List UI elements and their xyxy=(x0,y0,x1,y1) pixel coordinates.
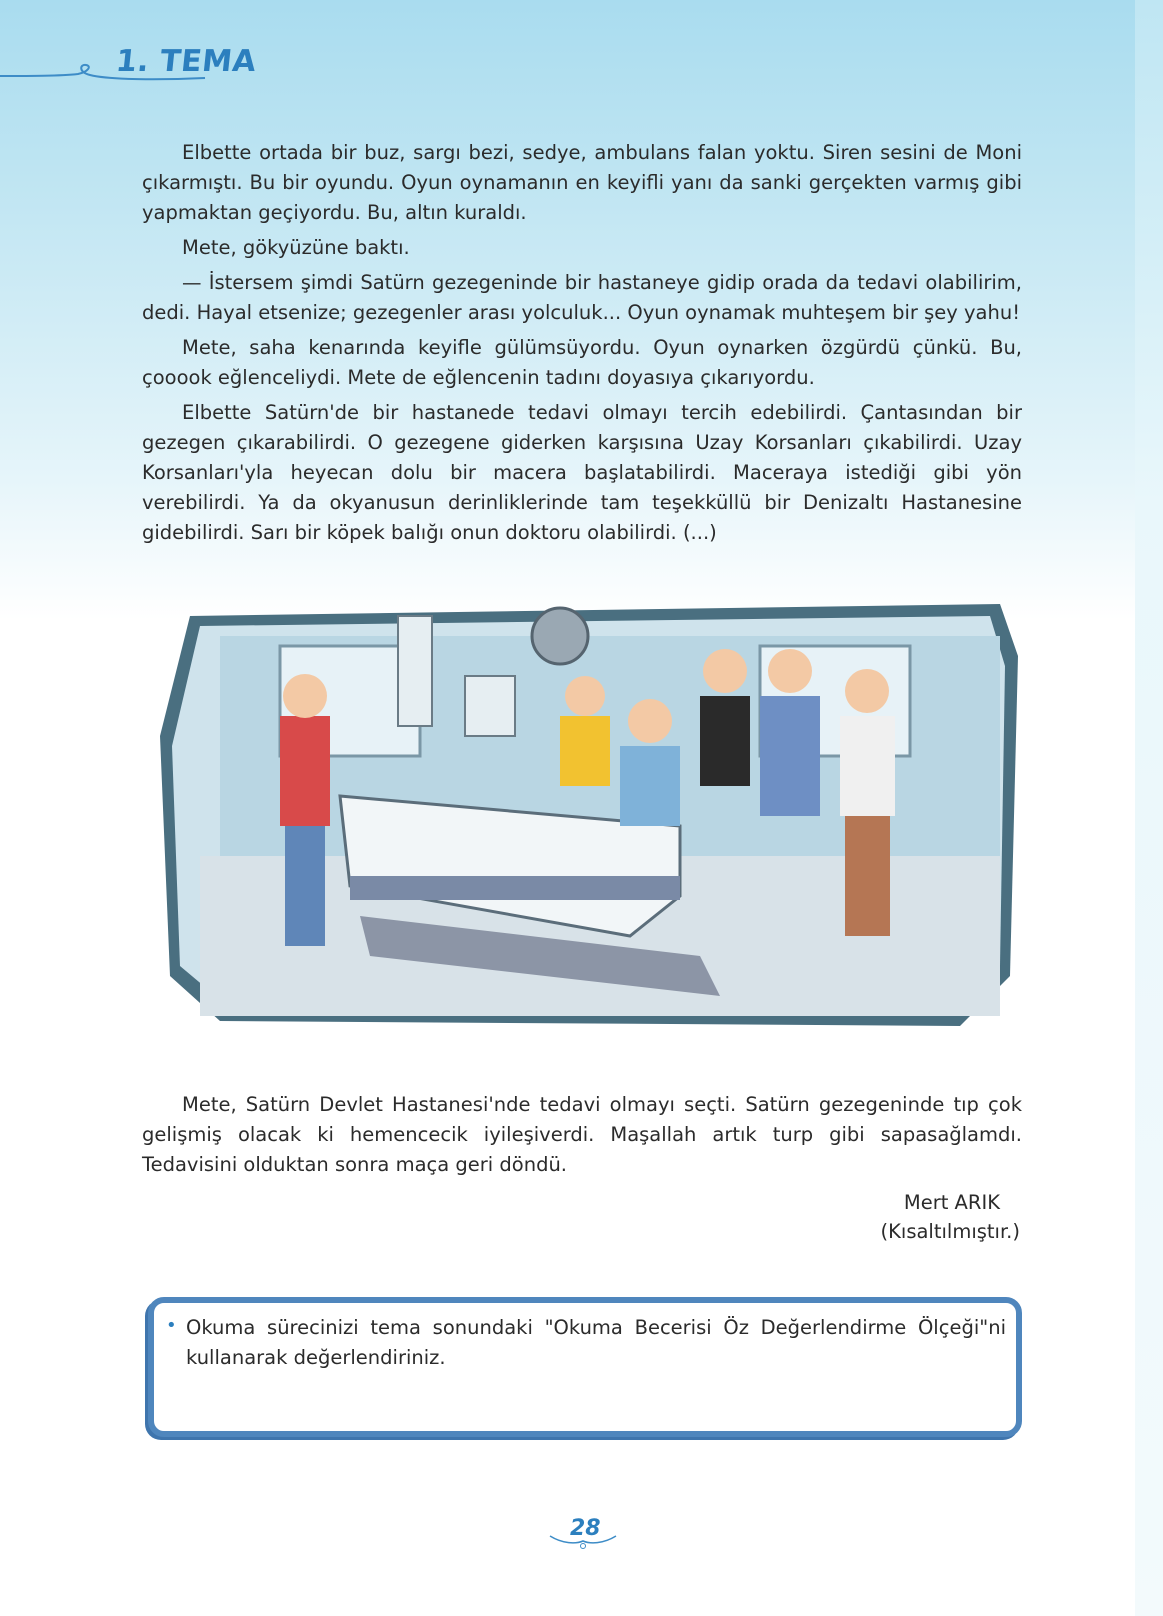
story-paragraph: Elbette Satürn'de bir hastanede tedavi olmayı tercih edebilirdi. Çantasından bir gezegen çıkarabilirdi. O gezegene giderken karşısına Uzay Korsanları çıkabilirdi. Uzay Korsanları'yla heyecan dolu bir macera başlatabilirdi. Maceraya istediği gibi yön verebilirdi. Ya da okyanusun derinliklerinde tam teşekküllü bir Denizaltı Hastanesine gidebilirdi. Sarı bir köpek balığı onun doktoru olabilirdi. (...) xyxy=(142,401,1022,544)
closing-paragraph: Mete, Satürn Devlet Hastanesi'nde tedavi olmayı seçti. Satürn gezegeninde tıp çok gelişmiş olacak ki hemencecik iyileşiverdi. Maşallah artık turp gibi sapasağlamdı. Tedavisini olduktan sonra maça geri döndü. xyxy=(142,1093,1022,1176)
reading-note-text: Okuma sürecinizi tema sonundaki "Okuma Becerisi Öz Değerlendirme Ölçeği"ni kullanarak değerlendiriniz. xyxy=(186,1316,1006,1369)
story-paragraph: Mete, gökyüzüne baktı. xyxy=(182,236,410,259)
page-number: 28 xyxy=(570,1516,601,1541)
reading-note-box xyxy=(148,1297,1022,1437)
page-number-swirl xyxy=(548,1532,618,1552)
source-note: (Kısaltılmıştır.) xyxy=(880,1220,1020,1243)
theme-title: 1. TEMA xyxy=(114,44,259,79)
story-paragraph: — İstersem şimdi Satürn gezegeninde bir hastaneye gidip orada da tedavi olabilirim, dedi. Hayal etsenize; gezegenler arası yolculuk... Oyun oynamak muhteşem bir şey yahu! xyxy=(142,271,1022,324)
page-edge-strip xyxy=(1135,0,1163,1616)
story-text xyxy=(142,138,1022,553)
story-closing xyxy=(142,1090,1022,1180)
hospital-kids-illustration xyxy=(160,596,1022,1036)
author-name: Mert ARIK xyxy=(903,1191,1000,1214)
story-paragraph: Mete, saha kenarında keyifle gülümsüyordu. Oyun oynarken özgürdü çünkü. Bu, çooook eğlenceliydi. Mete de eğlencenin tadını doyasıya çıkarıyordu. xyxy=(142,336,1022,389)
story-paragraph: Elbette ortada bir buz, sargı bezi, sedye, ambulans falan yoktu. Siren sesini de Moni çıkarmıştı. Bu bir oyundu. Oyun oynamanın en keyifli yanı da sanki gerçekten varmış gibi yapmaktan geçiyordu. Bu, altın kuraldı. xyxy=(142,141,1022,224)
bullet-icon: • xyxy=(166,1315,177,1336)
